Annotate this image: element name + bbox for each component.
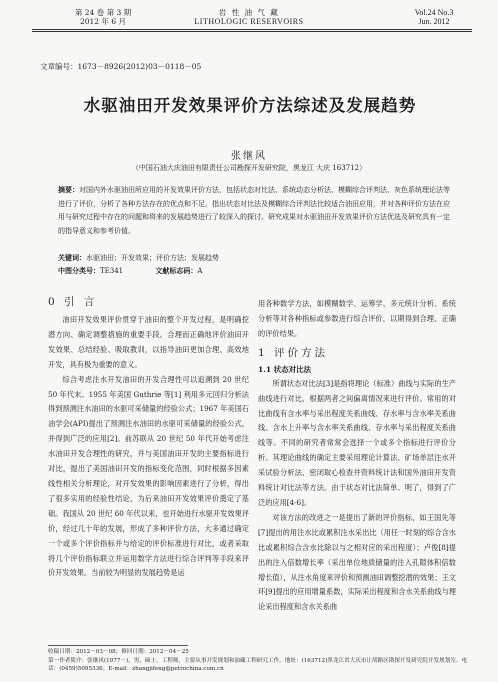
author-bio: 第一作者简介：张继风(1977－)，男，硕士，工程师，主要从事开发规划和油藏工程研究工作。地址：(163712)黑龙江省大庆市让胡路区勘探开发研究院开发规划室。电话：(0459)5095336。E-mail：zhangjifeng@petrochina.com.cn [48, 657, 468, 672]
issue-date: 2012 年 6 月 [79, 17, 126, 26]
issue-date-en: Jun. 2012 [418, 17, 450, 26]
clc-label: 中图分类号： [58, 266, 100, 275]
journal-issue [48, 8, 158, 26]
body-paragraph: 综合考虑注水开发油田的开发合理性可以追溯到 20 世纪 50 年代末。1955 年美国 Guthrie 等[1] 利用多元回归分析法得到预测注水油田的水驱可采储量的经验公式；1967 年美国石油学会(API)提出了预测注水油田的水驱可采储量的经验公式，并得到广泛的应用[2]。前苏联从 20 世纪 50 年代开始考虑注水油田开发合理性的研究，并与美国油田开发的主要指标进行对比，提出了美国油田开发的指标变化范围，同时根据多因素线性相关分析理论，对开发效果的影响因素进行了分析，得出了很多实用的经验性结论，为后来油田开发效果评价奠定了基础。我国从 20 世纪 60 年代以来，也开始进行水驱开发效果评价，经过几十年的发展，形成了多种评价方法，大多通过确定一个或多个评价指标并与给定的评价标准进行对比，或者采取将几个评价指标联立并运用数学方法进行综合评判等手段来评价开发效果。当前较为明显的发展趋势是运 [48, 374, 249, 578]
keywords-text: 水驱油田；开发效果；评价方法；发展趋势 [86, 254, 219, 262]
journal-name-cn: 岩 性 油 气 藏 [218, 8, 280, 17]
journal-name-en: LITHOLOGIC RESERVOIRS [194, 17, 304, 26]
journal-name [160, 8, 338, 26]
abstract [58, 183, 450, 238]
article-number: 文章编号：1673－8926(2012)03－0118－05 [40, 62, 202, 71]
body-paragraph: 所谓状态对比法[3]是指将理论（标准）曲线与实际的生产曲线进行对比，根据两者之间偏离情况来进行评价。常用的对比曲线有含水率与采出程度关系曲线、存水率与含水率关系曲线、含水上升率与含水率关系曲线、存水率与采出程度关系曲线等。不同的研究者常常会选择一个或多个指标进行评价分析。其理论曲线的确定主要采用理论计算法、矿场单层注水开采试验分析法、密闭取心检查井资料统计法和国外油田开发资料统计对比法等方法。由于状态对比法简单、明了，得到了广泛的应用[4-6]。 [258, 378, 456, 507]
header-rule [32, 29, 472, 30]
journal-issue-en [404, 8, 464, 26]
author-name: 张继风 [231, 151, 267, 162]
keywords-label: 关键词： [58, 253, 86, 262]
header-rule-thin [32, 31, 472, 32]
received-date: 收稿日期：2012－03－08；修回日期：2012－04－25 [48, 649, 189, 655]
volume-issue-en: Vol.24 No.3 [414, 8, 454, 17]
document-code-label: 文献标志码： [155, 266, 198, 275]
footnote-rule [48, 645, 188, 646]
body-column-right [258, 297, 456, 615]
author-affiliation: （中国石油大庆油田有限责任公司勘探开发研究院，黑龙江 大庆 163712） [131, 164, 367, 172]
section-heading-methods: 1 评价方法 [258, 346, 329, 359]
body-paragraph: 油田开发效果评价贯穿于油田的整个开发过程，是明确挖潜方向、确定调整措施的重要手段。合理而正确地评价油田开发效果、总结经验、吸取教训，以指导油田更加合理、高效地开发，具有极为重要的意义。 [48, 315, 249, 369]
abstract-label: 摘要： [58, 185, 79, 194]
body-paragraph: 用各种数学方法，如模糊数学、运筹学、多元统计分析、系统分析等对各种指标或参数进行综合评价，以期得到合理、正确的评价结果。 [258, 299, 456, 338]
body-column-left [48, 296, 249, 581]
abstract-text: 对国内外水驱油田所应用的开发效果评价方法，包括状态对比法、系统动态分析法、模糊综合评判法、灰色系统理论法等进行了评价，分析了各种方法存在的优点和不足，指出状态对比法及模糊综合评判法比较适合油田应用，并对各种评价方法在应用与研究过程中存在的问题和将来的发展趋势进行了较深入的探讨。研究成果对水驱油田开发效果评价方法优选及研究具有一定的指导意义和参考价值。 [58, 186, 450, 235]
section-heading-introduction: 0 引 言 [48, 296, 98, 308]
paper-title: 水驱油田开发效果评价方法综述及发展趋势 [83, 96, 417, 115]
volume-issue: 第 24 卷 第 3 期 [74, 8, 132, 17]
subsection-heading-state-comparison: 1.1 状态对比法 [258, 364, 312, 374]
classification [58, 266, 232, 276]
document-code [155, 267, 202, 275]
clc-value: TE341 [100, 267, 124, 275]
document-code-value: A [197, 267, 203, 275]
footnote [48, 648, 468, 674]
keywords [58, 252, 450, 264]
clc-number [58, 267, 123, 275]
body-paragraph: 对该方法的改进之一是提出了新的评价指标，如王国先等[7]提出的用注水比或累积注水采出比（用任一时刻的综合含水比或累积综合含水比除以与之相对应的采出程度）；卢俊[8]提出的注入倍数增长率（采出单位地质储量的注入孔隙体积倍数增长值），从注水角度来评价和预测油田调整挖潜的效果；王文环[9]提出的应用增量系数，实际采出程度和含水关系曲线与理论采出程度和含水关系曲 [258, 512, 456, 612]
